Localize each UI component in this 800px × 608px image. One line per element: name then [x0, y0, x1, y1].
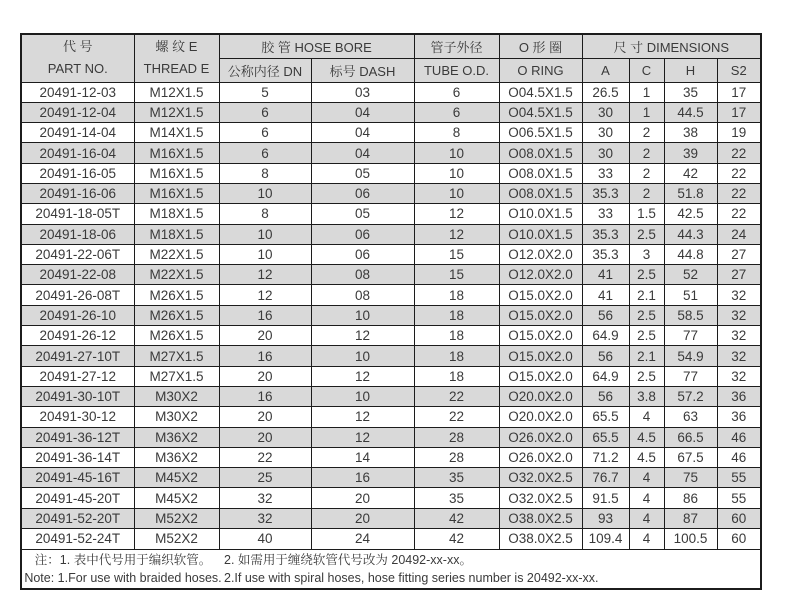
cell-tube-od: 18 — [414, 305, 499, 325]
table-row — [21, 244, 761, 264]
cell-o-ring: O12.0X2.0 — [499, 265, 582, 285]
cell-dn: 6 — [219, 143, 311, 163]
cell-o-ring: O15.0X2.0 — [499, 305, 582, 325]
cell-o-ring: O10.0X1.5 — [499, 224, 582, 244]
table-row — [21, 163, 761, 183]
cell-tube-od: 35 — [414, 488, 499, 508]
cell-tube-od: 18 — [414, 346, 499, 366]
table-footer — [21, 549, 761, 589]
cell-a: 65.5 — [582, 427, 629, 447]
cell-dn: 16 — [219, 386, 311, 406]
cell-part-no: 20491-30-12 — [21, 407, 134, 427]
cell-c: 2.5 — [629, 305, 664, 325]
col-header-part-no-en: PART NO. — [47, 61, 108, 77]
cell-a: 91.5 — [582, 488, 629, 508]
cell-h: 44.8 — [664, 244, 717, 264]
cell-tube-od: 42 — [414, 529, 499, 549]
cell-c: 4 — [629, 529, 664, 549]
cell-a: 26.5 — [582, 82, 629, 102]
cell-c: 3 — [629, 244, 664, 264]
cell-dn: 25 — [219, 468, 311, 488]
cell-o-ring: O32.0X2.5 — [499, 488, 582, 508]
cell-c: 4.5 — [629, 427, 664, 447]
cell-a: 65.5 — [582, 407, 629, 427]
note-line-en — [22, 569, 760, 587]
cell-a: 35.3 — [582, 183, 629, 203]
cell-o-ring: O38.0X2.5 — [499, 529, 582, 549]
cell-tube-od: 28 — [414, 447, 499, 467]
cell-a: 71.2 — [582, 447, 629, 467]
cell-o-ring: O12.0X2.0 — [499, 244, 582, 264]
cell-s2: 32 — [717, 285, 761, 305]
cell-part-no: 20491-18-05T — [21, 204, 134, 224]
cell-h: 35 — [664, 82, 717, 102]
cell-part-no: 20491-18-06 — [21, 224, 134, 244]
col-group-dimensions: 尺 寸 DIMENSIONS — [582, 34, 761, 58]
table-row — [21, 447, 761, 467]
cell-h: 100.5 — [664, 529, 717, 549]
cell-part-no: 20491-36-12T — [21, 427, 134, 447]
table-header — [21, 34, 761, 82]
header-row-top — [21, 34, 761, 58]
cell-o-ring: O26.0X2.0 — [499, 427, 582, 447]
cell-part-no: 20491-27-12 — [21, 366, 134, 386]
cell-part-no: 20491-22-08 — [21, 265, 134, 285]
cell-tube-od: 10 — [414, 183, 499, 203]
table-row — [21, 204, 761, 224]
cell-h: 52 — [664, 265, 717, 285]
cell-dash: 08 — [311, 265, 414, 285]
col-header-part-no-zh: 代 号 — [62, 39, 93, 55]
cell-dn: 32 — [219, 508, 311, 528]
cell-tube-od: 12 — [414, 224, 499, 244]
cell-o-ring: O38.0X2.5 — [499, 508, 582, 528]
table-row — [21, 285, 761, 305]
cell-part-no: 20491-52-24T — [21, 529, 134, 549]
cell-part-no: 20491-14-04 — [21, 123, 134, 143]
cell-c: 4.5 — [629, 447, 664, 467]
cell-dash: 06 — [311, 224, 414, 244]
cell-dash: 10 — [311, 346, 414, 366]
cell-part-no: 20491-45-16T — [21, 468, 134, 488]
cell-tube-od: 22 — [414, 386, 499, 406]
table-row — [21, 468, 761, 488]
col-header-tube-od-zh: 管子外径 — [414, 34, 499, 58]
cell-h: 44.3 — [664, 224, 717, 244]
table-row — [21, 488, 761, 508]
note-line-zh — [22, 551, 760, 569]
col-header-o-ring-zh: O 形 圈 — [499, 34, 582, 58]
cell-tube-od: 28 — [414, 427, 499, 447]
cell-thread-e: M27X1.5 — [134, 366, 219, 386]
cell-thread-e: M16X1.5 — [134, 163, 219, 183]
cell-thread-e: M18X1.5 — [134, 224, 219, 244]
table-row — [21, 366, 761, 386]
cell-dn: 12 — [219, 285, 311, 305]
cell-dash: 14 — [311, 447, 414, 467]
cell-dash: 05 — [311, 204, 414, 224]
hose-fitting-spec-table — [20, 33, 762, 590]
cell-a: 93 — [582, 508, 629, 528]
cell-s2: 17 — [717, 82, 761, 102]
cell-dash: 08 — [311, 285, 414, 305]
cell-c: 2.1 — [629, 346, 664, 366]
cell-dash: 06 — [311, 244, 414, 264]
table-row — [21, 508, 761, 528]
cell-part-no: 20491-16-04 — [21, 143, 134, 163]
cell-thread-e: M30X2 — [134, 407, 219, 427]
cell-thread-e: M27X1.5 — [134, 346, 219, 366]
cell-part-no: 20491-26-10 — [21, 305, 134, 325]
cell-tube-od: 10 — [414, 143, 499, 163]
cell-s2: 46 — [717, 447, 761, 467]
notes-cell — [21, 549, 761, 589]
cell-h: 51.8 — [664, 183, 717, 203]
cell-o-ring: O20.0X2.0 — [499, 386, 582, 406]
cell-a: 35.3 — [582, 244, 629, 264]
cell-dash: 12 — [311, 427, 414, 447]
table-row — [21, 386, 761, 406]
cell-dn: 16 — [219, 346, 311, 366]
cell-s2: 32 — [717, 326, 761, 346]
cell-s2: 32 — [717, 305, 761, 325]
cell-h: 63 — [664, 407, 717, 427]
cell-a: 76.7 — [582, 468, 629, 488]
notes-row — [21, 549, 761, 589]
cell-thread-e: M45X2 — [134, 468, 219, 488]
cell-dash: 24 — [311, 529, 414, 549]
cell-a: 41 — [582, 285, 629, 305]
cell-h: 86 — [664, 488, 717, 508]
cell-h: 51 — [664, 285, 717, 305]
cell-c: 2 — [629, 143, 664, 163]
cell-c: 1.5 — [629, 204, 664, 224]
cell-s2: 55 — [717, 488, 761, 508]
cell-thread-e: M22X1.5 — [134, 265, 219, 285]
cell-c: 2.5 — [629, 366, 664, 386]
cell-h: 67.5 — [664, 447, 717, 467]
cell-h: 66.5 — [664, 427, 717, 447]
cell-tube-od: 15 — [414, 265, 499, 285]
cell-s2: 55 — [717, 468, 761, 488]
cell-a: 35.3 — [582, 224, 629, 244]
cell-dash: 12 — [311, 366, 414, 386]
cell-part-no: 20491-22-06T — [21, 244, 134, 264]
cell-dn: 20 — [219, 366, 311, 386]
cell-thread-e: M26X1.5 — [134, 326, 219, 346]
cell-dn: 20 — [219, 326, 311, 346]
cell-part-no: 20491-30-10T — [21, 386, 134, 406]
cell-a: 30 — [582, 143, 629, 163]
cell-tube-od: 15 — [414, 244, 499, 264]
cell-part-no: 20491-16-05 — [21, 163, 134, 183]
cell-thread-e: M12X1.5 — [134, 102, 219, 122]
cell-a: 109.4 — [582, 529, 629, 549]
cell-s2: 36 — [717, 386, 761, 406]
cell-s2: 46 — [717, 427, 761, 447]
cell-dash: 12 — [311, 407, 414, 427]
cell-dn: 8 — [219, 163, 311, 183]
cell-thread-e: M12X1.5 — [134, 82, 219, 102]
cell-h: 54.9 — [664, 346, 717, 366]
cell-dn: 10 — [219, 183, 311, 203]
cell-h: 77 — [664, 366, 717, 386]
cell-h: 39 — [664, 143, 717, 163]
cell-tube-od: 18 — [414, 366, 499, 386]
cell-tube-od: 6 — [414, 82, 499, 102]
cell-a: 56 — [582, 386, 629, 406]
cell-c: 4 — [629, 407, 664, 427]
cell-o-ring: O15.0X2.0 — [499, 366, 582, 386]
cell-c: 2.5 — [629, 326, 664, 346]
col-group-hose-bore: 胶 管 HOSE BORE — [219, 34, 414, 58]
cell-thread-e: M52X2 — [134, 508, 219, 528]
cell-s2: 27 — [717, 265, 761, 285]
cell-tube-od: 18 — [414, 326, 499, 346]
table-row — [21, 529, 761, 549]
cell-o-ring: O26.0X2.0 — [499, 447, 582, 467]
cell-s2: 60 — [717, 508, 761, 528]
cell-s2: 17 — [717, 102, 761, 122]
table-body — [21, 82, 761, 549]
cell-s2: 24 — [717, 224, 761, 244]
cell-s2: 22 — [717, 143, 761, 163]
cell-tube-od: 12 — [414, 204, 499, 224]
cell-dash: 05 — [311, 163, 414, 183]
cell-s2: 60 — [717, 529, 761, 549]
cell-dash: 04 — [311, 143, 414, 163]
cell-h: 42 — [664, 163, 717, 183]
cell-dn: 20 — [219, 427, 311, 447]
cell-c: 2 — [629, 183, 664, 203]
cell-thread-e: M16X1.5 — [134, 183, 219, 203]
cell-thread-e: M16X1.5 — [134, 143, 219, 163]
cell-h: 38 — [664, 123, 717, 143]
col-header-thread-e-en: THREAD E — [143, 61, 210, 77]
cell-thread-e: M26X1.5 — [134, 285, 219, 305]
cell-dn: 6 — [219, 123, 311, 143]
cell-part-no: 20491-36-14T — [21, 447, 134, 467]
cell-a: 33 — [582, 204, 629, 224]
cell-s2: 22 — [717, 204, 761, 224]
cell-tube-od: 18 — [414, 285, 499, 305]
col-header-tube-od-en: TUBE O.D. — [414, 58, 499, 82]
cell-dn: 10 — [219, 244, 311, 264]
cell-thread-e: M45X2 — [134, 488, 219, 508]
cell-a: 41 — [582, 265, 629, 285]
cell-a: 33 — [582, 163, 629, 183]
cell-c: 2 — [629, 163, 664, 183]
cell-h: 44.5 — [664, 102, 717, 122]
cell-s2: 27 — [717, 244, 761, 264]
cell-h: 77 — [664, 326, 717, 346]
col-header-thread-e — [134, 34, 219, 82]
cell-s2: 32 — [717, 346, 761, 366]
col-header-thread-e-zh: 螺 纹 E — [155, 39, 198, 55]
cell-dash: 10 — [311, 386, 414, 406]
cell-thread-e: M18X1.5 — [134, 204, 219, 224]
cell-c: 3.8 — [629, 386, 664, 406]
cell-s2: 22 — [717, 183, 761, 203]
cell-a: 64.9 — [582, 366, 629, 386]
cell-dn: 32 — [219, 488, 311, 508]
cell-part-no: 20491-12-03 — [21, 82, 134, 102]
table-row — [21, 346, 761, 366]
col-header-h: H — [664, 58, 717, 82]
cell-tube-od: 42 — [414, 508, 499, 528]
cell-o-ring: O15.0X2.0 — [499, 326, 582, 346]
cell-tube-od: 10 — [414, 163, 499, 183]
cell-a: 56 — [582, 305, 629, 325]
cell-part-no: 20491-16-06 — [21, 183, 134, 203]
cell-a: 30 — [582, 102, 629, 122]
note-en-1: Note: 1.For use with braided hoses. — [24, 570, 222, 585]
cell-part-no: 20491-26-12 — [21, 326, 134, 346]
cell-tube-od: 6 — [414, 102, 499, 122]
note-zh-2: 2. 如需用于缠绕软管代号改为 20492-xx-xx。 — [224, 552, 472, 567]
cell-h: 58.5 — [664, 305, 717, 325]
cell-s2: 22 — [717, 163, 761, 183]
cell-dash: 06 — [311, 183, 414, 203]
table-row — [21, 224, 761, 244]
cell-part-no: 20491-12-04 — [21, 102, 134, 122]
cell-o-ring: O04.5X1.5 — [499, 102, 582, 122]
cell-o-ring: O10.0X1.5 — [499, 204, 582, 224]
cell-o-ring: O32.0X2.5 — [499, 468, 582, 488]
cell-h: 57.2 — [664, 386, 717, 406]
cell-dn: 6 — [219, 102, 311, 122]
table-row — [21, 183, 761, 203]
cell-dash: 10 — [311, 305, 414, 325]
cell-dash: 16 — [311, 468, 414, 488]
cell-c: 2.5 — [629, 224, 664, 244]
cell-dn: 10 — [219, 224, 311, 244]
col-header-c: C — [629, 58, 664, 82]
cell-h: 87 — [664, 508, 717, 528]
cell-a: 56 — [582, 346, 629, 366]
note-en-2: 2.If use with spiral hoses, hose fitting series number is 20492-xx-xx. — [224, 570, 599, 585]
table-row — [21, 265, 761, 285]
cell-thread-e: M26X1.5 — [134, 305, 219, 325]
cell-c: 4 — [629, 468, 664, 488]
cell-part-no: 20491-52-20T — [21, 508, 134, 528]
cell-dash: 20 — [311, 488, 414, 508]
cell-s2: 36 — [717, 407, 761, 427]
cell-c: 2 — [629, 123, 664, 143]
col-header-part-no — [21, 34, 134, 82]
cell-o-ring: O06.5X1.5 — [499, 123, 582, 143]
cell-dn: 20 — [219, 407, 311, 427]
cell-dn: 40 — [219, 529, 311, 549]
col-header-a: A — [582, 58, 629, 82]
cell-o-ring: O04.5X1.5 — [499, 82, 582, 102]
cell-thread-e: M36X2 — [134, 447, 219, 467]
cell-s2: 19 — [717, 123, 761, 143]
cell-o-ring: O15.0X2.0 — [499, 346, 582, 366]
cell-s2: 32 — [717, 366, 761, 386]
cell-dn: 22 — [219, 447, 311, 467]
cell-dash: 04 — [311, 123, 414, 143]
cell-dn: 5 — [219, 82, 311, 102]
col-header-s2: S2 — [717, 58, 761, 82]
table-row — [21, 326, 761, 346]
table-row — [21, 102, 761, 122]
cell-c: 2.1 — [629, 285, 664, 305]
cell-a: 30 — [582, 123, 629, 143]
cell-thread-e: M36X2 — [134, 427, 219, 447]
cell-thread-e: M14X1.5 — [134, 123, 219, 143]
cell-c: 2.5 — [629, 265, 664, 285]
table-row — [21, 407, 761, 427]
cell-o-ring: O20.0X2.0 — [499, 407, 582, 427]
cell-dn: 16 — [219, 305, 311, 325]
cell-c: 1 — [629, 82, 664, 102]
cell-thread-e: M30X2 — [134, 386, 219, 406]
cell-part-no: 20491-26-08T — [21, 285, 134, 305]
cell-tube-od: 35 — [414, 468, 499, 488]
cell-tube-od: 8 — [414, 123, 499, 143]
cell-o-ring: O15.0X2.0 — [499, 285, 582, 305]
cell-h: 42.5 — [664, 204, 717, 224]
col-header-dn: 公称内径 DN — [219, 58, 311, 82]
table-row — [21, 427, 761, 447]
table-row — [21, 143, 761, 163]
cell-c: 4 — [629, 488, 664, 508]
cell-part-no: 20491-45-20T — [21, 488, 134, 508]
col-header-dash: 标号 DASH — [311, 58, 414, 82]
cell-a: 64.9 — [582, 326, 629, 346]
cell-dash: 04 — [311, 102, 414, 122]
cell-dash: 12 — [311, 326, 414, 346]
cell-dash: 03 — [311, 82, 414, 102]
cell-o-ring: O08.0X1.5 — [499, 143, 582, 163]
table-row — [21, 82, 761, 102]
cell-c: 1 — [629, 102, 664, 122]
cell-h: 75 — [664, 468, 717, 488]
cell-thread-e: M52X2 — [134, 529, 219, 549]
cell-dash: 20 — [311, 508, 414, 528]
cell-dn: 12 — [219, 265, 311, 285]
cell-tube-od: 22 — [414, 407, 499, 427]
table-row — [21, 305, 761, 325]
cell-o-ring: O08.0X1.5 — [499, 163, 582, 183]
table-row — [21, 123, 761, 143]
cell-c: 4 — [629, 508, 664, 528]
col-header-o-ring-en: O RING — [499, 58, 582, 82]
cell-o-ring: O08.0X1.5 — [499, 183, 582, 203]
cell-part-no: 20491-27-10T — [21, 346, 134, 366]
cell-thread-e: M22X1.5 — [134, 244, 219, 264]
cell-dn: 8 — [219, 204, 311, 224]
note-zh-1: 注：1. 表中代号用于编织软管。 — [34, 552, 212, 567]
